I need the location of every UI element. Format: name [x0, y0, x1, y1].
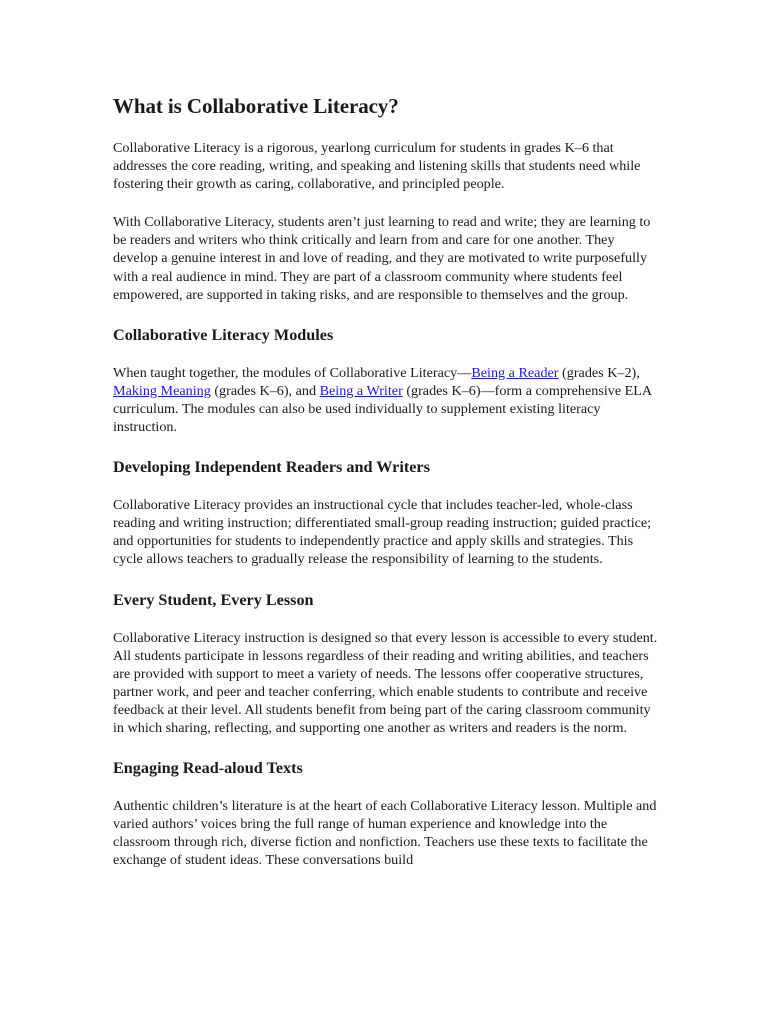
intro-paragraph-1: Collaborative Literacy is a rigorous, yearlong curriculum for students in grades K–6 that addresses the core reading, writing, and speaking and listening skills that students need while fostering their growth as caring, collaborative, and principled people.	[113, 140, 641, 193]
modules-text-2: (grades K–2),	[558, 364, 640, 381]
modules-text-4: (grades K–6)—form a comprehensive ELA curriculum. The modules can also be used individually to supplement existing literacy instruction.	[113, 382, 652, 436]
modules-heading: Collaborative Literacy Modules	[113, 325, 334, 344]
being-a-writer-link[interactable]: Being a Writer	[319, 382, 403, 399]
read-aloud-paragraph: Authentic children’s literature is at the heart of each Collaborative Literacy lesson. Multiple and varied authors’ voices bring the full range of human experience and knowledge into the classroom through rich, diverse fiction and nonfiction. Teachers use these texts to facilitate the exchange of student ideas. These conversations build	[113, 798, 657, 869]
independent-heading: Developing Independent Readers and Writers	[113, 458, 430, 477]
every-student-heading: Every Student, Every Lesson	[113, 590, 314, 609]
independent-paragraph: Collaborative Literacy provides an instructional cycle that includes teacher-led, whole-class reading and writing instruction; differentiated small-group reading instruction; guided practice; and opportunities for students to independently practice and apply skills and strategies. This cycle allows teachers to gradually release the responsibility of learning to the students.	[113, 497, 652, 568]
intro-paragraph-2: With Collaborative Literacy, students aren’t just learning to read and write; they are learning to be readers and writers who think critically and learn from and care for one another. They develop a genuine interest in and love of reading, and they are motivated to write purposefully with a real audience in mind. They are part of a classroom community where students feel empowered, are supported in taking risks, and are responsible to themselves and the group.	[113, 214, 651, 303]
modules-paragraph	[113, 364, 658, 436]
making-meaning-link[interactable]: Making Meaning	[113, 382, 211, 399]
document-page	[113, 91, 658, 889]
modules-text-1: When taught together, the modules of Collaborative Literacy—	[113, 364, 472, 381]
read-aloud-heading: Engaging Read-aloud Texts	[113, 759, 303, 778]
page-title: What is Collaborative Literacy?	[113, 94, 399, 118]
modules-text-3: (grades K–6), and	[210, 382, 320, 399]
being-a-reader-link[interactable]: Being a Reader	[471, 364, 559, 381]
every-student-paragraph: Collaborative Literacy instruction is designed so that every lesson is accessible to every student. All students participate in lessons regardless of their reading and writing abilities, and teachers are provided with support to meet a variety of needs. The lessons offer cooperative structures, partner work, and peer and teacher conferring, which enable students to contribute and receive feedback at their level. All students benefit from being part of the caring classroom community in which sharing, reflecting, and supporting one another as writers and readers is the norm.	[113, 629, 658, 736]
